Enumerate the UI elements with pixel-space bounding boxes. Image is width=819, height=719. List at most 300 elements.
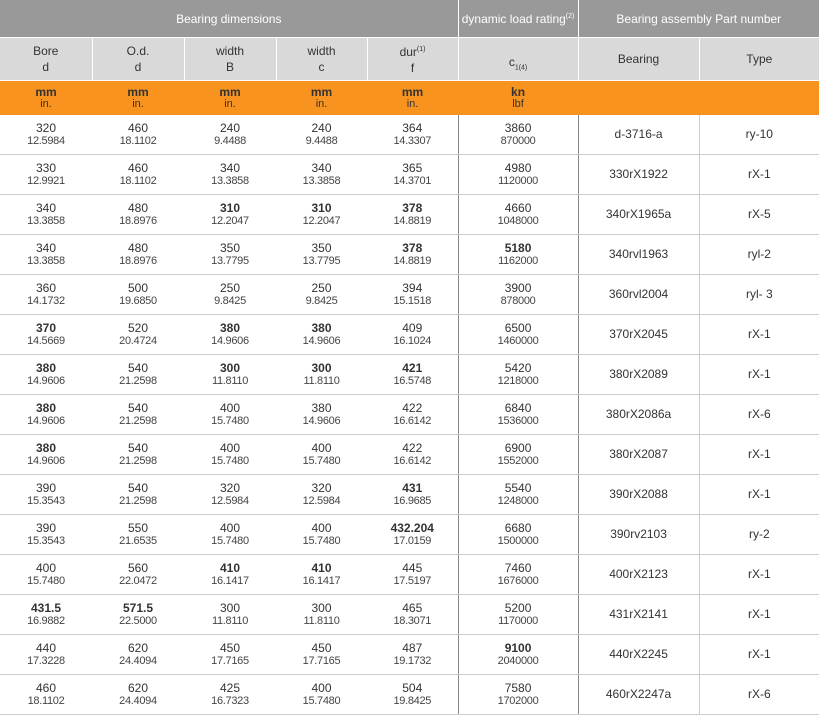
cell-c1 [458,235,578,275]
cell-width-c-imperial: 14.9606 [302,334,341,347]
cell-bore-metric: 431.5 [30,600,62,615]
cell-width-b-imperial: 16.1417 [211,574,249,587]
col-od: O.d. d [92,38,184,81]
cell-type: rX-1 [699,595,819,635]
cell-od [92,155,184,195]
cell-dur-metric: 365 [402,160,423,175]
cell-bore-imperial: 14.1732 [27,294,65,307]
cell-width-b [184,115,276,155]
cell-c1-imperial: 1120000 [498,174,538,187]
cell-od [92,595,184,635]
cell-width-c-imperial: 13.7795 [302,254,341,267]
cell-c1-imperial: 1162000 [498,254,538,267]
cell-width-b-imperial: 9.8425 [214,294,246,307]
cell-od-metric: 480 [127,240,149,255]
cell-c1-imperial: 1676000 [497,574,539,587]
cell-width-c-metric: 310 [311,200,332,215]
cell-od-imperial: 21.2598 [119,374,157,387]
cell-od-metric: 550 [127,520,149,535]
cell-width-c [276,235,367,275]
cell-width-c [276,475,367,515]
cell-dur [367,395,458,435]
cell-c1-metric: 4980 [504,160,532,175]
cell-dur [367,675,458,715]
cell-c1 [458,355,578,395]
cell-width-c [276,155,367,195]
cell-width-b [184,635,276,675]
cell-c1-imperial: 1248000 [497,494,539,507]
cell-dur [367,315,458,355]
cell-bore-imperial: 12.5984 [27,134,65,147]
cell-c1-metric: 5420 [504,360,532,375]
cell-width-b-metric: 400 [219,440,241,455]
cell-width-b [184,275,276,315]
cell-dur-metric: 465 [402,600,423,615]
cell-dur [367,355,458,395]
cell-c1-imperial: 2040000 [497,654,539,667]
cell-width-c [276,555,367,595]
cell-dur [367,635,458,675]
cell-bearing: 440rX2245 [578,635,699,675]
cell-width-c-imperial: 13.3858 [302,174,341,187]
cell-od-imperial: 19.6850 [119,294,157,307]
group-dynamic-load-rating: dynamic load rating$^{(2)}$ [458,0,578,38]
cell-od-metric: 520 [127,320,149,335]
cell-width-b-metric: 300 [219,360,241,375]
cell-od-imperial: 24.4094 [119,694,157,707]
cell-type: ryl-2 [699,235,819,275]
cell-od-imperial: 18.1102 [119,174,157,187]
cell-c1 [458,635,578,675]
cell-dur-imperial: 16.5748 [393,374,432,387]
cell-od-metric: 620 [127,680,149,695]
cell-bore-imperial: 17.3228 [27,654,65,667]
cell-od-imperial: 18.1102 [119,134,157,147]
cell-od-imperial: 18.8976 [119,214,157,227]
cell-bore-metric: 400 [35,560,57,575]
cell-width-c [276,315,367,355]
cell-width-b-imperial: 11.8110 [211,374,249,387]
cell-width-b [184,395,276,435]
cell-bore-metric: 370 [35,320,57,335]
cell-od-metric: 571.5 [122,600,154,615]
cell-c1-metric: 6840 [504,400,532,415]
cell-bore [0,555,92,595]
cell-width-b [184,235,276,275]
cell-width-c-imperial: 9.8425 [305,294,338,307]
cell-od [92,515,184,555]
cell-od [92,635,184,675]
cell-width-c-imperial: 11.8110 [303,614,340,627]
cell-c1 [458,155,578,195]
cell-width-c [276,195,367,235]
cell-c1 [458,475,578,515]
cell-width-b-imperial: 11.8110 [211,614,249,627]
cell-width-c [276,635,367,675]
cell-bore [0,635,92,675]
cell-width-b [184,675,276,715]
cell-dur-metric: 432.204 [390,520,434,535]
cell-width-b [184,555,276,595]
cell-bearing: 380rX2089 [578,355,699,395]
table-row [0,475,819,515]
cell-od-metric: 500 [127,280,149,295]
cell-width-c-metric: 300 [311,360,332,375]
cell-bearing: 390rv2103 [578,515,699,555]
cell-dur-metric: 504 [402,680,423,695]
cell-c1 [458,315,578,355]
cell-width-c [276,515,367,555]
cell-bore-imperial: 15.3543 [27,534,65,547]
cell-bearing: 380rX2087 [578,435,699,475]
cell-c1 [458,595,578,635]
cell-c1-metric: 5540 [504,480,532,495]
cell-dur-imperial: 19.1732 [393,654,432,667]
cell-type: rX-6 [699,675,819,715]
cell-dur-imperial: 14.8819 [393,214,432,227]
header-group-row [0,0,819,38]
cell-dur-metric: 445 [402,560,423,575]
cell-width-b-metric: 380 [219,320,241,335]
cell-width-c-metric: 450 [311,640,332,655]
cell-dur-metric: 364 [402,120,423,135]
cell-type: ry-10 [699,115,819,155]
unit-width-b: mm in. [184,81,276,116]
cell-od-metric: 460 [127,160,149,175]
cell-bearing: 380rX2086a [578,395,699,435]
cell-bore [0,155,92,195]
cell-bore [0,395,92,435]
cell-od [92,235,184,275]
cell-width-b-metric: 450 [219,640,241,655]
cell-od-imperial: 24.4094 [119,654,157,667]
cell-c1-metric: 6500 [504,320,532,335]
cell-width-b [184,355,276,395]
unit-type [699,81,819,116]
cell-c1-metric: 6900 [504,440,532,455]
cell-c1-imperial: 1048000 [497,214,539,227]
table-row [0,635,819,675]
cell-bearing: 431rX2141 [578,595,699,635]
cell-bearing: 400rX2123 [578,555,699,595]
cell-c1-metric: 6680 [504,520,532,535]
cell-width-c-imperial: 15.7480 [302,454,341,467]
cell-c1-metric: 7580 [504,680,532,695]
cell-dur-imperial: 17.0159 [393,534,432,547]
cell-bore-imperial: 14.9606 [27,414,65,427]
cell-bore [0,355,92,395]
cell-dur [367,275,458,315]
cell-od-imperial: 21.2598 [119,454,157,467]
header-column-row [0,38,819,81]
table-row [0,315,819,355]
cell-width-c-imperial: 12.5984 [302,494,341,507]
cell-dur [367,435,458,475]
cell-dur [367,515,458,555]
cell-dur-metric: 378 [402,200,423,215]
table-row [0,555,819,595]
cell-od [92,395,184,435]
unit-dur: mm in. [367,81,458,116]
cell-dur-metric: 409 [402,320,423,335]
cell-width-b-imperial: 12.2047 [211,214,249,227]
cell-od-metric: 460 [127,120,149,135]
cell-c1 [458,675,578,715]
table-row [0,235,819,275]
cell-dur-imperial: 16.6142 [393,414,432,427]
table-row [0,395,819,435]
cell-width-c-metric: 380 [311,400,332,415]
unit-bearing [578,81,699,116]
cell-width-c-metric: 350 [311,240,332,255]
cell-width-b-metric: 400 [219,400,241,415]
cell-c1-imperial: 1552000 [497,454,539,467]
cell-c1-imperial: 1460000 [497,334,539,347]
cell-dur [367,155,458,195]
cell-dur-imperial: 16.1024 [393,334,432,347]
cell-bore-metric: 380 [35,400,57,415]
cell-width-c [276,115,367,155]
cell-type: rX-1 [699,555,819,595]
col-bore: Bore d [0,38,92,81]
cell-bore-imperial: 14.9606 [27,374,65,387]
cell-width-b-metric: 350 [219,240,241,255]
cell-od-metric: 540 [127,440,149,455]
cell-width-c-imperial: 15.7480 [302,534,341,547]
unit-bore: mm in. [0,81,92,116]
col-type: Type [699,38,819,81]
cell-c1 [458,195,578,235]
cell-type: rX-1 [699,155,819,195]
cell-dur-metric: 422 [402,400,423,415]
cell-bore-metric: 390 [35,480,57,495]
cell-od [92,315,184,355]
cell-od-imperial: 18.8976 [119,254,157,267]
cell-c1 [458,115,578,155]
cell-bearing: 340rvl1963 [578,235,699,275]
cell-c1-imperial: 1170000 [498,614,538,627]
cell-width-b [184,595,276,635]
table-row [0,435,819,475]
cell-dur [367,555,458,595]
cell-bore-imperial: 15.7480 [27,574,65,587]
cell-bore-imperial: 15.3543 [27,494,65,507]
cell-bore-metric: 340 [35,200,57,215]
cell-width-b-imperial: 12.5984 [211,494,249,507]
table-row [0,675,819,715]
cell-od [92,475,184,515]
cell-c1 [458,555,578,595]
cell-bore-imperial: 16.9882 [27,614,65,627]
cell-od [92,675,184,715]
cell-bore [0,195,92,235]
cell-width-b-imperial: 13.3858 [211,174,249,187]
cell-width-b [184,435,276,475]
cell-bore [0,675,92,715]
cell-dur [367,195,458,235]
cell-dur-imperial: 18.3071 [393,614,432,627]
cell-od-imperial: 21.2598 [119,494,157,507]
cell-c1-metric: 4660 [504,200,532,215]
cell-bearing: 460rX2247a [578,675,699,715]
cell-bore [0,595,92,635]
cell-type: rX-5 [699,195,819,235]
cell-dur-imperial: 14.3307 [393,134,432,147]
cell-c1-metric: 5200 [504,600,532,615]
unit-od: mm in. [92,81,184,116]
table-row [0,355,819,395]
cell-c1-imperial: 878000 [500,294,536,307]
cell-bore [0,315,92,355]
cell-type: ry-2 [699,515,819,555]
cell-width-b-imperial: 16.7323 [211,694,249,707]
cell-type: rX-6 [699,395,819,435]
cell-width-b [184,315,276,355]
cell-dur-metric: 378 [402,240,423,255]
cell-width-c-metric: 400 [311,680,332,695]
cell-width-c-metric: 320 [311,480,332,495]
cell-width-b-metric: 400 [219,520,241,535]
cell-od [92,275,184,315]
cell-width-b [184,475,276,515]
cell-width-b-imperial: 14.9606 [211,334,249,347]
cell-c1-metric: 9100 [504,640,532,655]
cell-width-c-imperial: 15.7480 [302,694,341,707]
table-row [0,155,819,195]
col-c1: $c_{1(4)}$ [458,38,578,81]
cell-c1 [458,435,578,475]
cell-od-imperial: 20.4724 [119,334,157,347]
cell-od [92,355,184,395]
cell-dur-metric: 487 [402,640,423,655]
cell-width-c-metric: 380 [311,320,332,335]
cell-c1-metric: 3860 [504,120,532,135]
cell-bearing: 370rX2045 [578,315,699,355]
cell-type: rX-1 [699,435,819,475]
cell-width-c [276,275,367,315]
cell-bore [0,435,92,475]
table-row [0,515,819,555]
unit-width-c: mm in. [276,81,367,116]
cell-type: rX-1 [699,635,819,675]
cell-width-c-imperial: 17.7165 [302,654,341,667]
cell-width-b-imperial: 15.7480 [211,454,249,467]
cell-dur [367,595,458,635]
cell-dur-imperial: 17.5197 [393,574,432,587]
cell-c1-metric: 7460 [504,560,532,575]
cell-type: rX-1 [699,475,819,515]
group-bearing-dimensions: Bearing dimensions [0,0,458,38]
cell-width-c-metric: 340 [311,160,332,175]
cell-dur-imperial: 16.9685 [393,494,432,507]
cell-width-b-metric: 410 [219,560,241,575]
cell-bore [0,475,92,515]
cell-c1 [458,275,578,315]
table-body [0,115,819,715]
cell-bore-metric: 380 [35,360,57,375]
cell-width-c [276,395,367,435]
cell-width-b [184,155,276,195]
cell-od [92,195,184,235]
units-row [0,81,819,116]
cell-od-metric: 620 [127,640,149,655]
cell-dur-metric: 394 [402,280,423,295]
cell-od-imperial: 22.0472 [119,574,157,587]
cell-bore-metric: 380 [35,440,57,455]
cell-bore-imperial: 12.9921 [27,174,65,187]
cell-od-metric: 540 [127,400,149,415]
cell-width-b-imperial: 13.7795 [211,254,249,267]
col-dur: dur$^{(1)}$ f [367,38,458,81]
cell-width-c [276,675,367,715]
cell-type: rX-1 [699,355,819,395]
cell-bore-metric: 320 [35,120,57,135]
cell-bearing: 340rX1965a [578,195,699,235]
cell-od-metric: 560 [127,560,149,575]
cell-width-b [184,195,276,235]
cell-bore [0,515,92,555]
cell-width-b-metric: 320 [219,480,241,495]
cell-od [92,115,184,155]
cell-width-b-metric: 310 [219,200,241,215]
cell-width-b-imperial: 17.7165 [211,654,249,667]
cell-width-c-metric: 240 [311,120,332,135]
cell-bore-imperial: 14.5669 [27,334,65,347]
cell-c1-imperial: 1218000 [497,374,539,387]
cell-width-b-metric: 300 [219,600,241,615]
cell-bearing: 330rX1922 [578,155,699,195]
cell-width-b-metric: 240 [219,120,241,135]
cell-width-c [276,595,367,635]
cell-c1-imperial: 870000 [500,134,536,147]
cell-width-c-imperial: 14.9606 [302,414,341,427]
cell-width-b-metric: 250 [219,280,241,295]
cell-bore-imperial: 18.1102 [27,694,65,707]
cell-width-c-metric: 250 [311,280,332,295]
cell-bore-metric: 440 [35,640,57,655]
cell-bearing: 390rX2088 [578,475,699,515]
cell-width-b-imperial: 9.4488 [214,134,246,147]
cell-bore-imperial: 13.3858 [27,214,65,227]
table-row [0,275,819,315]
cell-bore-imperial: 14.9606 [27,454,65,467]
cell-od-metric: 540 [127,360,149,375]
cell-od-metric: 480 [127,200,149,215]
col-width-b: width B [184,38,276,81]
cell-bore-metric: 330 [35,160,57,175]
cell-type: ryl- 3 [699,275,819,315]
cell-bore-metric: 360 [35,280,57,295]
cell-width-c-imperial: 16.1417 [302,574,341,587]
group-part-number: Bearing assembly Part number [578,0,819,38]
cell-dur [367,475,458,515]
cell-width-c-metric: 400 [311,440,332,455]
cell-width-c-imperial: 9.4488 [305,134,338,147]
cell-c1 [458,395,578,435]
cell-c1-imperial: 1702000 [497,694,539,707]
table-row [0,195,819,235]
cell-c1-metric: 5180 [504,240,532,255]
col-bearing: Bearing [578,38,699,81]
cell-dur-imperial: 19.8425 [393,694,432,707]
cell-type: rX-1 [699,315,819,355]
cell-bore-metric: 340 [35,240,57,255]
cell-width-c-metric: 410 [311,560,332,575]
cell-od-metric: 540 [127,480,149,495]
cell-dur-metric: 421 [402,360,423,375]
cell-bore-imperial: 13.3858 [27,254,65,267]
cell-bore [0,275,92,315]
